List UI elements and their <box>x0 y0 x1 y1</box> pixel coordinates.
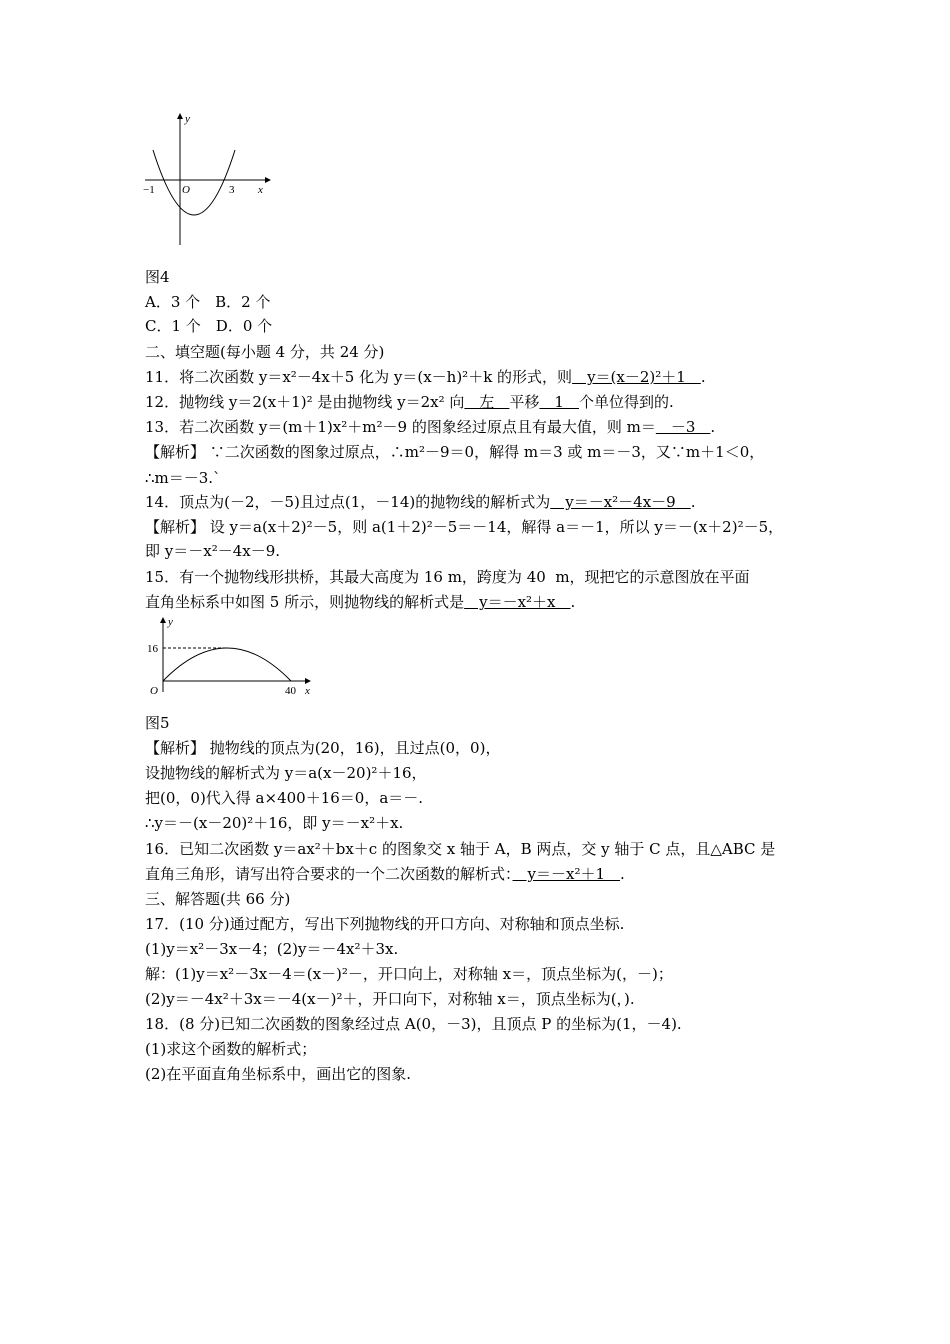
figure-4-graph <box>140 110 280 255</box>
text-line <box>145 417 715 437</box>
text-segment: ∴m＝－3.` <box>145 469 221 487</box>
text-line <box>145 914 624 934</box>
text-segment: (1)求这个函数的解析式； <box>145 1040 317 1058</box>
text-segment: (2)y＝－4x²＋3x＝－4(x－)²＋，开口向下，对称轴 x＝，顶点坐标为(，). <box>145 990 635 1008</box>
text-segment: 把(0，0)代入得 a×400＋16＝0，a＝－. <box>145 789 424 807</box>
text-line <box>145 839 775 859</box>
text-segment: 14．顶点为(－2，－5)且过点(1，－14)的抛物线的解析式为 <box>145 493 551 511</box>
text-segment: . <box>690 493 696 511</box>
answer-blank: y＝－x²－4x－9 <box>550 493 691 511</box>
text-line <box>145 316 272 336</box>
text-segment: 18．(8 分)已知二次函数的图象经过点 A(0，－3)，且顶点 P 的坐标为(1，－4). <box>145 1015 682 1033</box>
answer-blank: y＝(x－2)²＋1 <box>572 368 701 386</box>
text-line <box>145 592 575 612</box>
y-label: y <box>168 616 173 628</box>
text-line <box>145 392 674 412</box>
arch-parabola-curve <box>163 648 291 681</box>
answer-blank: 1 <box>539 393 579 411</box>
text-segment: 三、解答题(共 66 分) <box>145 890 291 908</box>
text-line <box>145 763 427 783</box>
text-segment: 13．若二次函数 y＝(m＋1)x²＋m²－9 的图象经过原点且有最大值，则 m＝ <box>145 418 656 436</box>
text-segment: 11．将二次函数 y＝x²－4x＋5 化为 y＝(x－h)²＋k 的形式，则 <box>145 368 573 386</box>
text-line <box>145 813 403 833</box>
text-segment: 17．(10 分)通过配方，写出下列抛物线的开口方向、对称轴和顶点坐标. <box>145 915 625 933</box>
text-line <box>145 517 783 537</box>
x-label: x <box>305 685 310 697</box>
text-line <box>145 939 398 959</box>
text-segment: . <box>710 418 716 436</box>
text-line <box>145 342 384 362</box>
x-axis-arrow-icon <box>265 177 271 183</box>
text-line <box>145 788 423 808</box>
text-line <box>145 864 625 884</box>
text-line <box>145 367 706 387</box>
figure-4-caption: 图4 <box>145 268 170 286</box>
parabola-curve <box>153 150 235 215</box>
text-line <box>145 468 221 488</box>
tick-label-neg1: −1 <box>143 184 155 196</box>
text-line <box>145 1014 682 1034</box>
text-segment: 15．有一个抛物线形拱桥，其最大高度为 16 m，跨度为 40 m，现把它的示意图放在平面 <box>145 568 750 586</box>
figure-5-caption: 图5 <box>145 714 170 732</box>
text-line <box>145 567 750 587</box>
text-segment: (1)y＝x²－3x－4；(2)y＝－4x²＋3x. <box>145 940 399 958</box>
text-line <box>145 292 270 312</box>
text-segment: 平移 <box>509 393 540 411</box>
text-segment: . <box>700 368 706 386</box>
x-axis-arrow-icon <box>305 678 311 684</box>
y-axis-arrow-icon <box>160 617 166 623</box>
answer-blank: y＝－x²＋1 <box>512 865 621 883</box>
text-segment: 12．抛物线 y＝2(x＋1)² 是由抛物线 y＝2x² 向 <box>145 393 465 411</box>
tick-label-3: 3 <box>229 184 235 196</box>
text-segment: C．1 个 D．0 个 <box>145 317 273 335</box>
text-segment: 二、填空题(每小题 4 分，共 24 分) <box>145 343 385 361</box>
text-line <box>145 1039 316 1059</box>
text-segment: 设抛物线的解析式为 y＝a(x－20)²＋16， <box>145 764 427 782</box>
x-label: x <box>258 184 263 196</box>
text-segment: 解：(1)y＝x²－3x－4＝(x－)²－，开口向上，对称轴 x＝，顶点坐标为(，－)； <box>145 965 673 983</box>
text-segment: 16．已知二次函数 y＝ax²＋bx＋c 的图象交 x 轴于 A，B 两点，交 y 轴于 C 点，且△ABC 是 <box>145 840 776 858</box>
text-line <box>145 989 635 1009</box>
text-segment: 【解析】 ∵二次函数的图象过原点，∴m²－9＝0，解得 m＝3 或 m＝－3，又∵m＋1＜0， <box>145 443 765 461</box>
text-segment: 个单位得到的. <box>578 393 674 411</box>
text-segment: 直角坐标系中如图 5 所示，则抛物线的解析式是 <box>145 593 465 611</box>
text-segment: ∴y＝－(x－20)²＋16，即 y＝－x²＋x. <box>145 814 404 832</box>
answer-blank: －3 <box>655 418 711 436</box>
text-segment: (2)在平面直角坐标系中，画出它的图象. <box>145 1065 412 1083</box>
text-segment: 【解析】 设 y＝a(x＋2)²－5，则 a(1＋2)²－5＝－14，解得 a＝－1，所以 y＝－(x＋2)²－5， <box>145 518 784 536</box>
origin-label: O <box>150 685 158 697</box>
tick-label-16: 16 <box>147 643 158 655</box>
text-line <box>145 492 696 512</box>
text-line <box>145 541 280 561</box>
text-line <box>145 738 500 758</box>
y-label: y <box>185 113 190 125</box>
answer-blank: y＝－x²＋x <box>464 593 571 611</box>
origin-label: O <box>182 184 190 196</box>
text-segment: 即 y＝－x²－4x－9. <box>145 542 281 560</box>
text-segment: . <box>570 593 576 611</box>
tick-label-40: 40 <box>285 685 296 697</box>
text-segment: 直角三角形，请写出符合要求的一个二次函数的解析式： <box>145 865 513 883</box>
y-axis-arrow-icon <box>177 113 183 119</box>
text-line <box>145 889 290 909</box>
figure-5-graph <box>140 612 320 702</box>
text-line <box>145 442 764 462</box>
text-segment: . <box>620 865 625 883</box>
text-line <box>145 964 673 984</box>
text-line <box>145 1064 411 1084</box>
text-segment: A．3 个 B．2 个 <box>145 293 271 311</box>
answer-blank: 左 <box>464 393 510 411</box>
text-segment: 【解析】 抛物线的顶点为(20，16)，且过点(0，0)， <box>145 739 501 757</box>
